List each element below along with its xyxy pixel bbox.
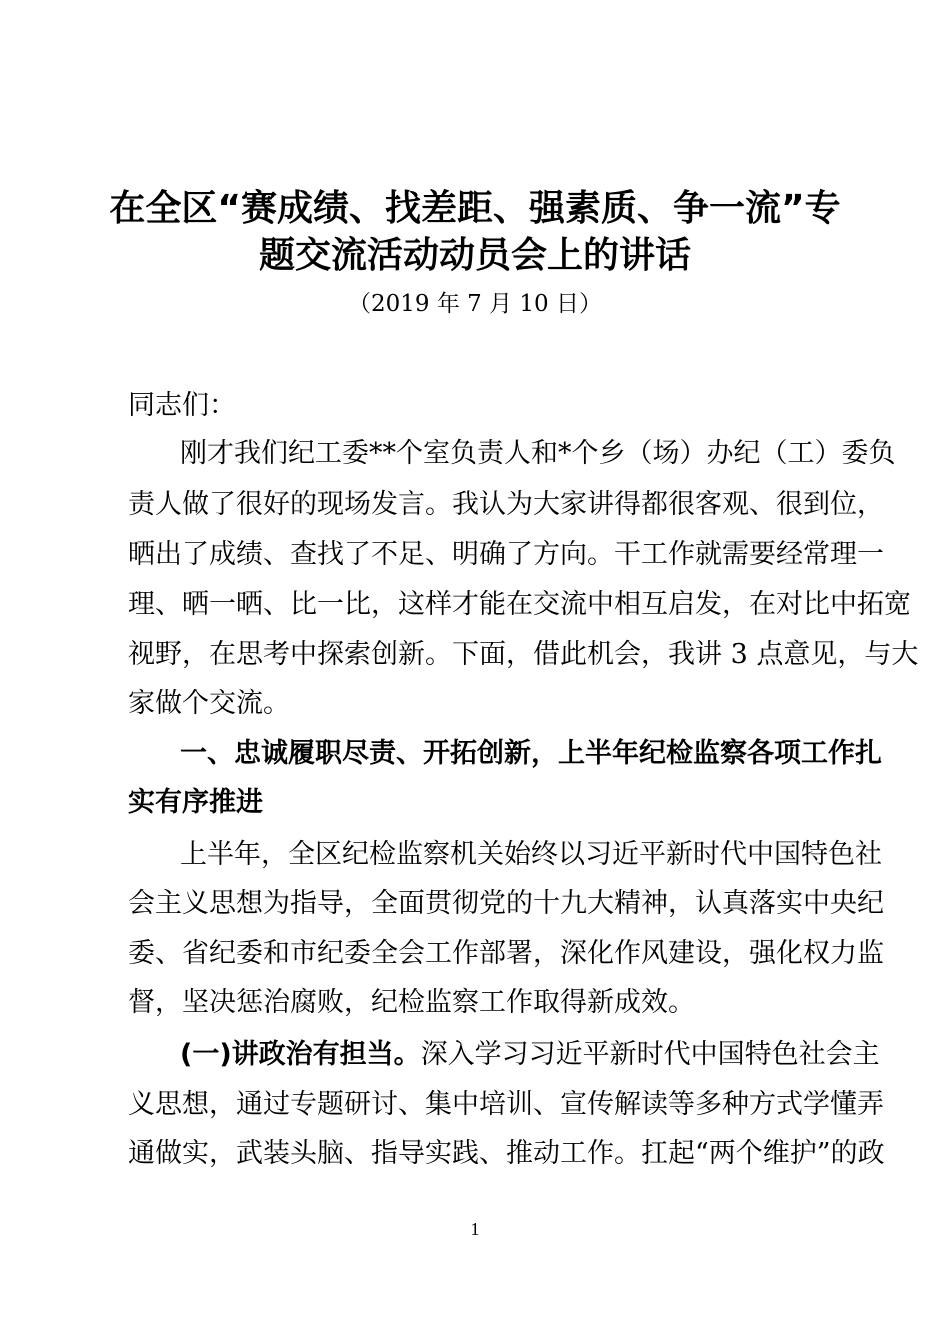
paragraph-2-line-2: 会主义思想为指导，全面贯彻党的十九大精神，认真落实中央纪 [128,888,884,919]
document-date: （2019 年 7 月 10 日） [348,291,602,317]
subsection-1-label: (一)讲政治有担当。 [180,1039,421,1070]
paragraph-2-line-4: 督，坚决惩治腐败，纪检监察工作取得新成效。 [128,987,695,1018]
page-number: 1 [470,1219,480,1239]
section-1-heading-line-2: 实有序推进 [128,787,263,818]
paragraph-1-line-1: 刚才我们纪工委**个室负责人和*个乡（场）办纪（工）委负 [180,438,896,469]
paragraph-1-line-2: 责人做了很好的现场发言。我认为大家讲得都很客观、很到位， [128,489,884,520]
subsection-1-line-2: 义思想，通过专题研讨、集中培训、宣传解读等多种方式学懂弄 [128,1089,884,1120]
paragraph-1-line-6: 家做个交流。 [128,688,290,719]
paragraph-2-line-1: 上半年，全区纪检监察机关始终以习近平新时代中国特色社 [180,839,882,870]
subsection-1-line-1-text: 深入学习习近平新时代中国特色社会主 [420,1039,880,1070]
document-title-line-2: 题交流活动动员会上的讲话 [258,235,691,276]
paragraph-1-line-5: 视野，在思考中探索创新。下面，借此机会，我讲 3 点意见，与大 [128,639,919,670]
subsection-1-line-3: 通做实，武装头脑、指导实践、推动工作。扛起“两个维护”的政 [128,1138,885,1169]
paragraph-1-line-3: 晒出了成绩、查找了不足、明确了方向。干工作就需要经常理一 [128,539,884,570]
salutation: 同志们： [128,390,236,421]
document-title-line-1: 在全区“赛成绩、找差距、强素质、争一流”专 [109,188,841,229]
paragraph-2-line-3: 委、省纪委和市纪委全会工作部署，深化作风建设，强化权力监 [128,938,884,969]
subsection-1-line-1 [180,1037,880,1073]
section-1-heading-line-1: 一、忠诚履职尽责、开拓创新，上半年纪检监察各项工作扎 [180,738,882,769]
paragraph-1-line-4: 理、晒一晒、比一比，这样才能在交流中相互启发，在对比中拓宽 [128,589,911,620]
